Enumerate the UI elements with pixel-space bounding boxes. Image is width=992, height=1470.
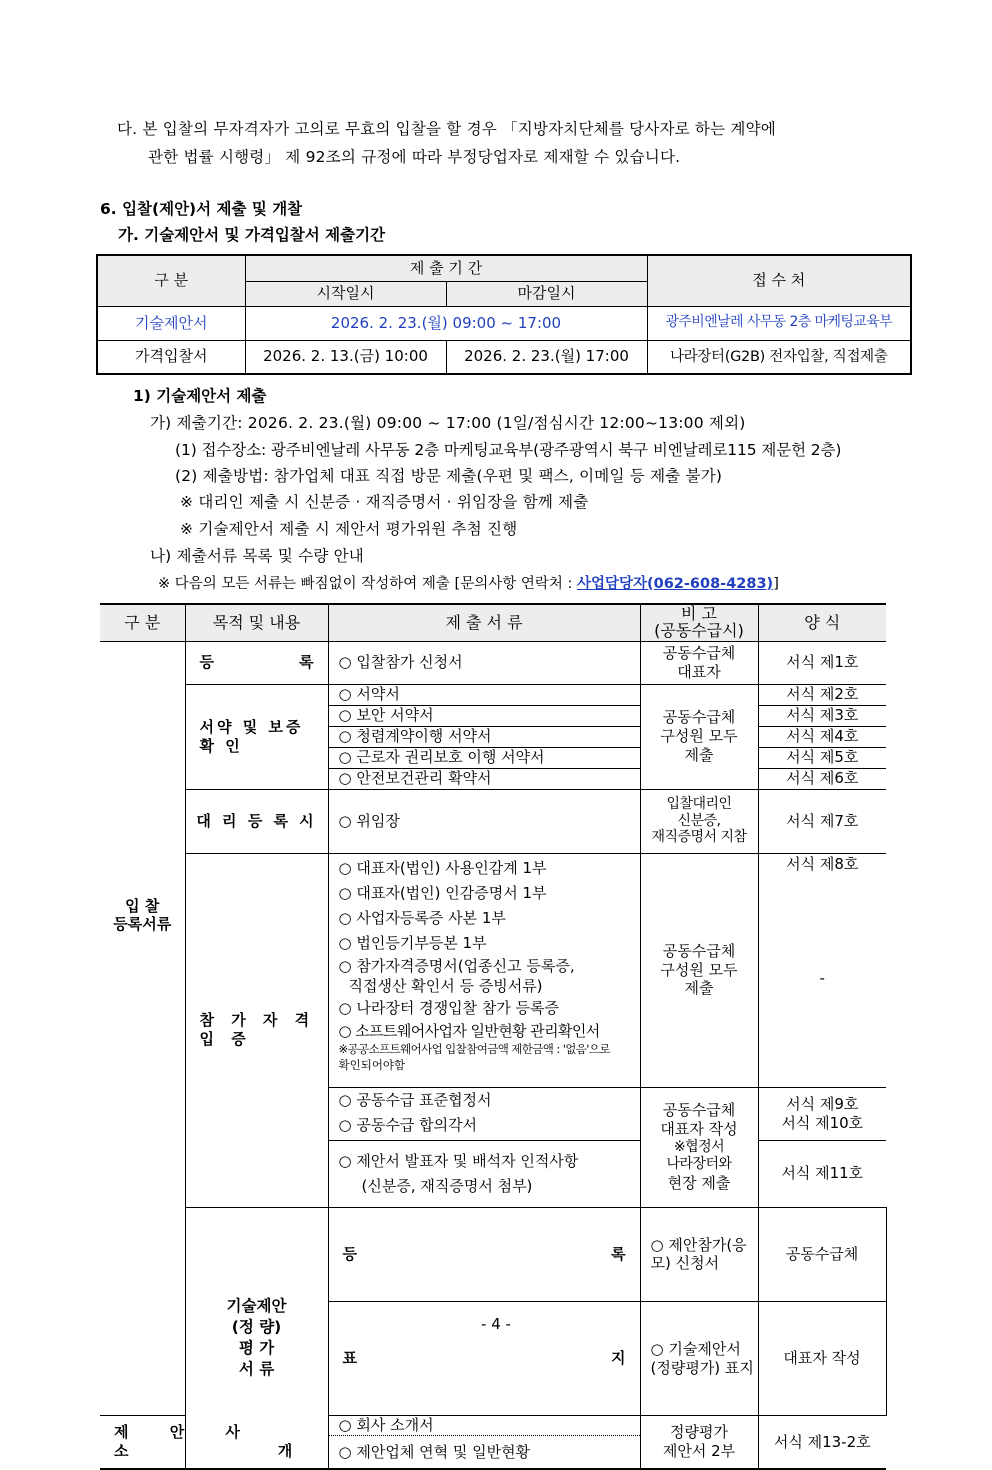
qual-remark-2: 구성원 모두	[660, 960, 738, 979]
cat2-line-4: 서 류	[238, 1359, 275, 1378]
t2-header-form: 양 식	[758, 604, 886, 641]
oath-remark	[640, 684, 758, 789]
presenter-doc-2: (신분증, 재직증명서 첨부)	[361, 1176, 533, 1195]
note-2: ※ 기술제안서 제출 시 제안서 평가위원 추첨 진행	[180, 520, 518, 538]
document-list-table	[100, 603, 886, 1470]
oath-label-a: 서약 및 보증	[199, 717, 304, 736]
cat-bid-registration	[100, 641, 185, 1415]
p-reg-remark: 공동수급체	[758, 1207, 886, 1302]
qual-doc-4: ○ 법인등기부등본 1부	[338, 933, 487, 952]
cat1-line-a: 입 찰	[125, 896, 160, 915]
agent-remark-2: 신분증,	[677, 812, 721, 829]
ga-period: 가) 제출기간: 2026. 2. 23.(월) 09:00 ~ 17:00 (1일/점심시간 12:00~13:00 제외)	[150, 414, 746, 432]
oath-remark-1: 공동수급체	[662, 708, 736, 727]
t2-header-remark	[640, 604, 758, 641]
joint-forms	[758, 1087, 886, 1140]
t1-row2-start: 2026. 2. 13.(금) 10:00	[245, 340, 446, 374]
t1-header-receipt: 접 수 처	[647, 255, 911, 306]
qual-doc-2: ○ 대표자(법인) 인감증명서 1부	[338, 883, 547, 902]
cat2-line-2: (정 량)	[231, 1317, 282, 1336]
joint-doc-1: ○ 공동수급 표준협정서	[338, 1090, 492, 1109]
p-intro-doc-1: ○ 회사 소개서	[328, 1415, 640, 1435]
p-cover-label: 표 지	[342, 1349, 626, 1368]
p-reg-label-cell	[328, 1207, 640, 1302]
qual-doc-5: ○ 참가자격증명서(업종신고 등록증,	[338, 956, 575, 975]
oath-doc-5: ○ 안전보건관리 확약서	[328, 768, 640, 789]
joint-docs	[328, 1087, 640, 1140]
qual-form	[758, 853, 886, 1087]
joint-remark	[640, 1087, 758, 1207]
oath-label-b: 확 인	[199, 736, 243, 755]
na-heading: 나) 제출서류 목록 및 수량 안내	[150, 547, 364, 565]
oath-form-2: 서식 제3호	[758, 705, 886, 726]
cat2-line-3: 평 가	[238, 1338, 275, 1357]
joint-remark-4: 나라장터와	[666, 1156, 732, 1173]
p-intro-remark-2: 제안서 2부	[662, 1442, 736, 1460]
qual-label-b: 입 증	[199, 1030, 252, 1048]
note-1: ※ 대리인 제출 시 신분증 · 재직증명서 · 위임장을 함께 제출	[180, 493, 589, 511]
para-da-line1: 다. 본 입찰의 무자격자가 고의로 무효의 입찰을 할 경우 「지방자치단체를 당사자로 하는 계약에	[117, 120, 776, 138]
p-intro-label-b: 소 개	[114, 1442, 365, 1460]
t1-header-gubun: 구 분	[97, 255, 245, 306]
oath-form-1: 서식 제2호	[758, 684, 886, 705]
presenter-form: 서식 제11호	[758, 1140, 886, 1207]
t1-row1-period: 2026. 2. 23.(월) 09:00 ~ 17:00	[245, 306, 647, 340]
oath-remark-3: 제출	[684, 745, 714, 764]
t2-header-purpose: 목적 및 내용	[185, 604, 328, 641]
qual-remark-3: 제출	[684, 979, 714, 998]
p-intro-remark	[640, 1415, 758, 1469]
qual-doc-6: 직접생산 확인서 등 증빙서류)	[348, 976, 543, 995]
joint-form-2: 서식 제10호	[781, 1113, 864, 1132]
qual-small-2: 확인되어야함	[338, 1057, 406, 1072]
section-6-heading: 6. 입찰(제안)서 제출 및 개찰	[100, 200, 303, 218]
ga-item-2: (2) 제출방법: 참가업체 대표 직접 방문 제출(우편 및 팩스, 이메일 등 제출 불가)	[175, 467, 723, 485]
agent-remark-3: 재직증명서 지참	[651, 829, 747, 846]
ga-item-1: (1) 접수장소: 광주비엔날레 사무동 2층 마케팅교육부(광주광역시 북구 비엔날레로115 제문헌 2층)	[175, 441, 842, 459]
contact-link[interactable]: 사업담당자(062-608-4283)	[576, 576, 774, 592]
reg-label: 등 록	[199, 653, 314, 672]
t1-header-period: 제 출 기 간	[245, 255, 647, 281]
p-intro-label-a: 제 안 사	[114, 1423, 258, 1442]
oath-form-4: 서식 제5호	[758, 747, 886, 768]
p-cover-doc: ○ 기술제안서(정량평가) 표지	[640, 1302, 758, 1416]
sub-1-heading: 1) 기술제안서 제출	[133, 387, 267, 405]
reg-remark-2: 대표자	[677, 662, 721, 681]
t1-row2-receipt: 나라장터(G2B) 전자입찰, 직접제출	[647, 340, 911, 374]
t1-row2-end: 2026. 2. 23.(월) 17:00	[446, 340, 647, 374]
oath-remark-2: 구성원 모두	[660, 727, 738, 746]
agent-doc: ○ 위임장	[328, 789, 640, 853]
presenter-doc-1: ○ 제안서 발표자 및 배석자 인적사항	[338, 1151, 579, 1170]
qual-doc-7: ○ 나라장터 경쟁입찰 참가 등록증	[338, 998, 560, 1017]
p-intro-form: 서식 제13-2호	[758, 1415, 886, 1469]
qual-doc-3: ○ 사업자등록증 사본 1부	[338, 908, 506, 927]
oath-label	[185, 684, 328, 789]
qual-form-dash: -	[819, 969, 825, 988]
joint-remark-2: 대표자 작성	[660, 1120, 738, 1139]
qual-label-a: 참 가 자 격	[199, 1011, 316, 1030]
agent-remark	[640, 789, 758, 853]
oath-doc-4: ○ 근로자 권리보호 이행 서약서	[328, 747, 640, 768]
cat2-line-1: 기술제안	[226, 1297, 287, 1316]
oath-doc-2: ○ 보안 서약서	[328, 705, 640, 726]
agent-form: 서식 제7호	[758, 789, 886, 853]
t1-row1-label: 기술제안서	[97, 306, 245, 340]
qual-remark-1: 공동수급체	[662, 941, 736, 960]
qual-small-1: ※공공소프트웨어사업 입찰참여금액 제한금액 : '없음'으로	[338, 1041, 610, 1056]
para-da-line2: 관한 법률 시행령」 제 92조의 규정에 따라 부정당업자로 제재할 수 있습니다.	[148, 148, 681, 166]
oath-doc-1: ○ 서약서	[328, 684, 640, 705]
qual-label	[185, 853, 328, 1207]
reg-doc: ○ 입찰참가 신청서	[328, 641, 640, 684]
na-note-suffix: ]	[773, 576, 779, 592]
oath-form-3: 서식 제4호	[758, 726, 886, 747]
qual-doc-8: ○ 소프트웨어사업자 일반현황 관리확인서	[338, 1021, 600, 1040]
reg-label-cell	[185, 641, 328, 684]
agent-label: 대 리 등 록 시	[185, 789, 328, 853]
t2-header-docs: 제 출 서 류	[328, 604, 640, 641]
reg-remark-1: 공동수급체	[662, 643, 736, 662]
oath-form-5: 서식 제6호	[758, 768, 886, 789]
joint-form-1: 서식 제9호	[786, 1094, 859, 1113]
qual-docs	[328, 853, 640, 1087]
submission-period-table	[96, 254, 912, 375]
t1-header-start: 시작일시	[245, 281, 446, 306]
t2-header-gubun: 구 분	[100, 604, 185, 641]
p-reg-doc: ○ 제안참가(응모) 신청서	[640, 1207, 758, 1302]
t2-header-remark-1: 비 고	[681, 603, 717, 623]
t1-row2-label: 가격입찰서	[97, 340, 245, 374]
oath-doc-3: ○ 청렴계약이행 서약서	[328, 726, 640, 747]
joint-remark-5: 현장 제출	[667, 1173, 731, 1192]
qual-form-label: 서식 제8호	[786, 854, 859, 873]
na-note	[158, 572, 779, 593]
presenter-docs	[328, 1140, 640, 1207]
reg-remark	[640, 641, 758, 684]
p-intro-doc-2: ○ 제안업체 연혁 및 일반현황	[328, 1435, 640, 1469]
cat1-line-b: 등록서류	[113, 915, 172, 934]
p-reg-label: 등 록	[342, 1245, 626, 1263]
t1-row1-receipt: 광주비엔날레 사무동 2층 마케팅교육부	[647, 306, 911, 340]
joint-remark-1: 공동수급체	[662, 1101, 736, 1120]
p-cover-remark: 대표자 작성	[758, 1302, 886, 1416]
p-intro-remark-1: 정량평가	[670, 1423, 728, 1442]
page-number: - 4 -	[481, 1315, 511, 1333]
t1-header-end: 마감일시	[446, 281, 647, 306]
reg-form: 서식 제1호	[758, 641, 886, 684]
p-intro-label	[100, 1415, 365, 1469]
qual-doc-1: ○ 대표자(법인) 사용인감계 1부	[338, 858, 547, 877]
section-6-ga-heading: 가. 기술제안서 및 가격입찰서 제출기간	[118, 226, 386, 244]
na-note-prefix: ※ 다음의 모든 서류는 빠짐없이 작성하여 제출 [문의사항 연락처 :	[158, 576, 573, 592]
agent-remark-1: 입찰대리인	[666, 795, 732, 812]
joint-remark-3: ※협정서	[673, 1138, 725, 1155]
joint-doc-2: ○ 공동수급 합의각서	[338, 1115, 478, 1134]
qual-remark	[640, 853, 758, 1087]
t2-header-remark-2: (공동수급시)	[654, 620, 744, 640]
